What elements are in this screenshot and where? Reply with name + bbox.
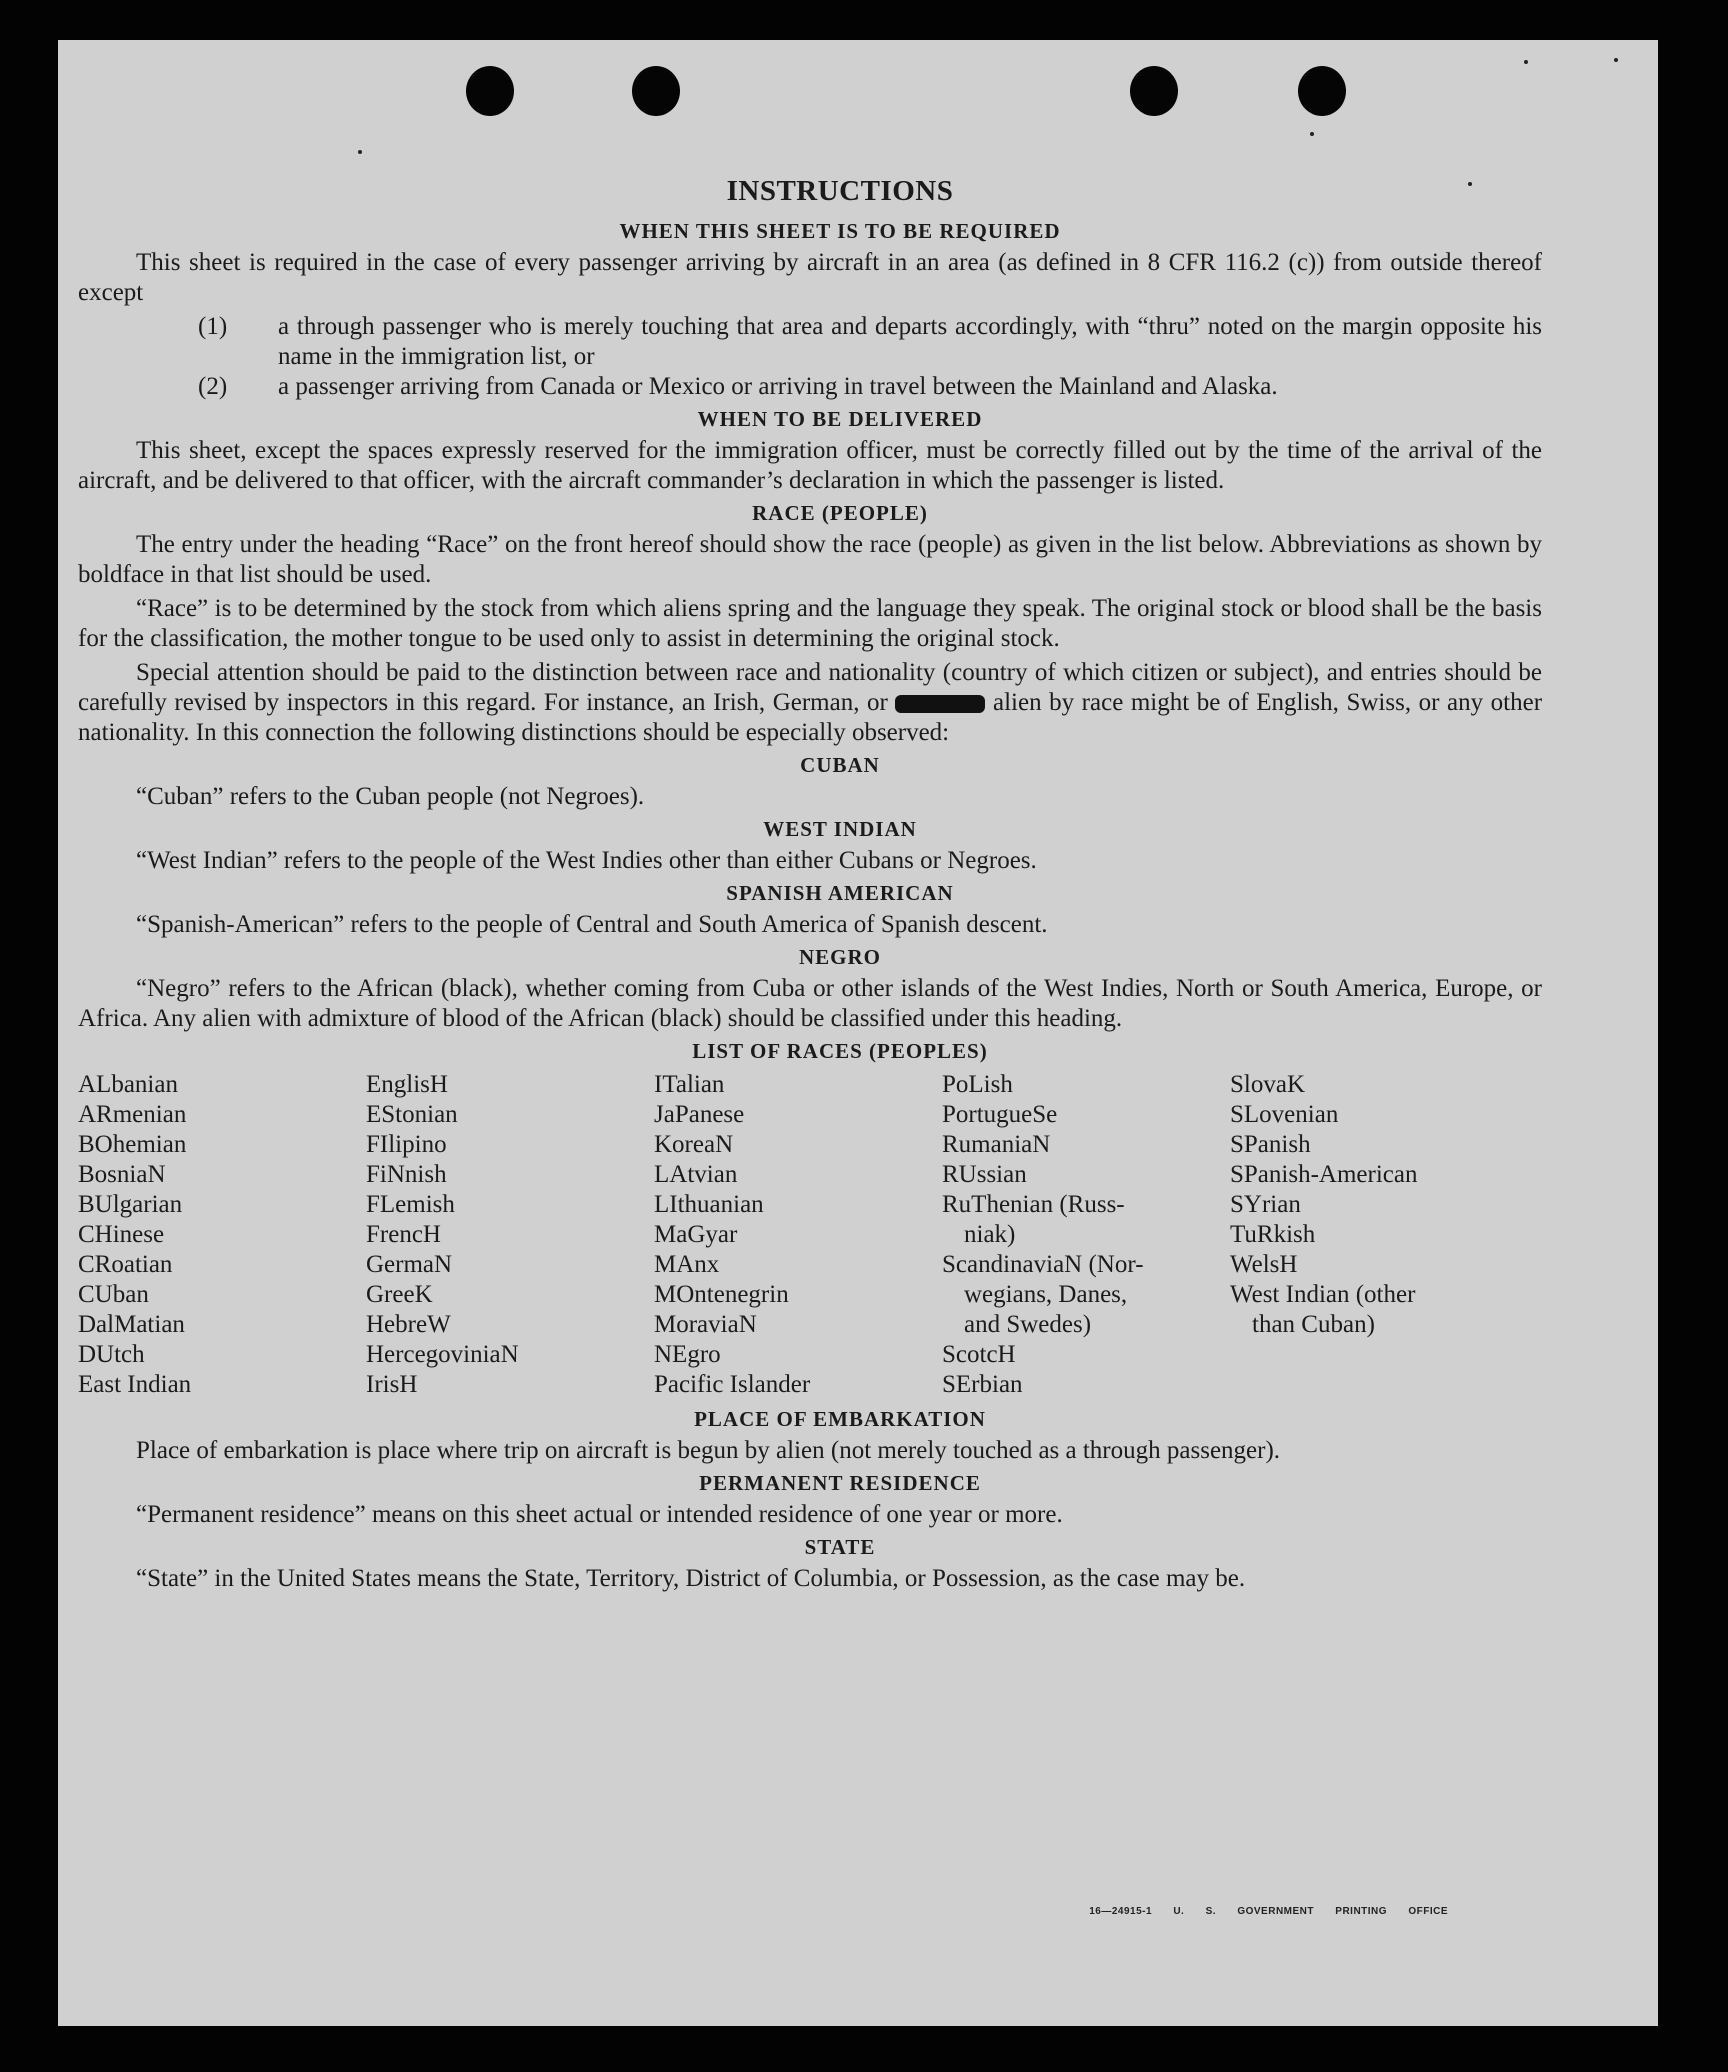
race-entry: MAnx <box>654 1251 720 1278</box>
race-entry: LIthuanian <box>654 1191 764 1218</box>
speck <box>1310 132 1314 136</box>
race-entry: WelsH <box>1230 1251 1298 1278</box>
race-entry: GreeK <box>366 1281 433 1308</box>
list-item <box>78 312 1542 372</box>
race-entry: West Indian (other <box>1230 1281 1416 1308</box>
race-entry: FrencH <box>366 1221 441 1248</box>
section-title: WEST INDIAN <box>763 817 917 841</box>
race-entry: BOhemian <box>78 1131 187 1158</box>
paragraph: “Negro” refers to the African (black), whether coming from Cuba or other islands of the West Indies, North or South America, Europe, or Africa. Any alien with admixture of blood of the African (black) should be classified under this heading. <box>78 975 1542 1032</box>
race-entry: FIlipino <box>366 1131 447 1158</box>
speck <box>358 150 362 154</box>
paragraph: “Spanish-American” refers to the people of Central and South America of Spanish descent. <box>136 911 1048 938</box>
race-entry: CUban <box>78 1281 149 1308</box>
section-title: LIST OF RACES (PEOPLES) <box>692 1039 988 1063</box>
paragraph: The entry under the heading “Race” on the front hereof should show the race (people) as given in the list below. Abbreviations as shown by boldface in that list should be used. <box>78 531 1542 588</box>
race-entry: HebreW <box>366 1311 451 1338</box>
race-entry: SlovaK <box>1230 1071 1305 1098</box>
race-entry: CRoatian <box>78 1251 173 1278</box>
paragraph: “Permanent residence” means on this sheet actual or intended residence of one year or more. <box>136 1501 1063 1528</box>
race-entry: GermaN <box>366 1251 453 1278</box>
paragraph: “Cuban” refers to the Cuban people (not Negroes). <box>136 783 645 810</box>
race-entry: MOntenegrin <box>654 1281 789 1308</box>
instructions-content <box>78 174 1542 1598</box>
race-entry: than Cuban) <box>1252 1311 1375 1338</box>
section-title: CUBAN <box>800 753 880 777</box>
race-entry: FLemish <box>366 1191 455 1218</box>
race-entry: NEgro <box>654 1341 721 1368</box>
race-entry: LAtvian <box>654 1161 738 1188</box>
race-entry: SErbian <box>942 1371 1023 1398</box>
race-entry: East Indian <box>78 1371 192 1398</box>
race-column <box>654 1070 942 1400</box>
race-entry: BosniaN <box>78 1161 166 1188</box>
redaction-mark <box>895 695 985 713</box>
speck <box>1524 60 1528 64</box>
punch-hole <box>1298 66 1346 116</box>
race-entry: RuThenian (Russ- <box>942 1191 1125 1218</box>
section-title: STATE <box>804 1535 876 1559</box>
race-entry: SYrian <box>1230 1191 1301 1218</box>
item-number: (2) <box>198 373 228 400</box>
race-entry: ARmenian <box>78 1101 187 1128</box>
race-entry: MaGyar <box>654 1221 738 1248</box>
race-entry: and Swedes) <box>964 1311 1092 1338</box>
printer-imprint: 16—24915-1 U. S. GOVERNMENT PRINTING OFFICE <box>1089 1906 1448 1917</box>
page-title: INSTRUCTIONS <box>726 175 954 207</box>
punch-hole <box>466 66 514 116</box>
race-entry: CHinese <box>78 1221 165 1248</box>
race-entry: DalMatian <box>78 1311 185 1338</box>
race-entry: SPanish <box>1230 1131 1311 1158</box>
item-number: (1) <box>198 313 228 340</box>
punch-hole <box>632 66 680 116</box>
section-title: PLACE OF EMBARKATION <box>694 1407 986 1431</box>
race-entry: wegians, Danes, <box>964 1281 1128 1308</box>
race-column <box>942 1070 1230 1400</box>
paragraph: This sheet, except the spaces expressly reserved for the immigration officer, must be correctly filled out by the time of the arrival of the aircraft, and be delivered to that officer, with the aircraft commander’s declaration in which the passenger is listed. <box>78 437 1542 494</box>
item-text: a through passenger who is merely touching that area and departs accordingly, with “thru” noted on the margin opposite his name in the immigration list, or <box>278 313 1542 370</box>
race-entry: JaPanese <box>654 1101 745 1128</box>
race-entry: ALbanian <box>78 1071 178 1098</box>
race-entry: HercegoviniaN <box>366 1341 519 1368</box>
race-column <box>1230 1070 1518 1400</box>
race-list <box>78 1070 1542 1400</box>
race-entry: RumaniaN <box>942 1131 1051 1158</box>
punch-hole <box>1130 66 1178 116</box>
text-run: Special attention should be paid to the distinction between race and nationality (country of which citizen or subject), and entries should be carefully revised by inspectors in this regard. For instance, an Irish, German, or <box>78 659 1542 716</box>
paragraph <box>78 658 1542 748</box>
paragraph: “West Indian” refers to the people of the West Indies other than either Cubans or Negroes. <box>136 847 1037 874</box>
race-entry: ScandinaviaN (Nor- <box>942 1251 1144 1278</box>
section-title: SPANISH AMERICAN <box>726 881 954 905</box>
race-column <box>78 1070 366 1400</box>
section-title: RACE (PEOPLE) <box>752 501 928 525</box>
race-entry: TuRkish <box>1230 1221 1316 1248</box>
section-title: WHEN THIS SHEET IS TO BE REQUIRED <box>619 219 1061 243</box>
speck <box>1614 58 1618 62</box>
race-entry: EnglisH <box>366 1071 448 1098</box>
paragraph: This sheet is required in the case of every passenger arriving by aircraft in an area (as defined in 8 CFR 116.2 (c)) from outside thereof except <box>78 249 1542 306</box>
race-entry: niak) <box>964 1221 1016 1248</box>
paragraph: “Race” is to be determined by the stock from which aliens spring and the language they speak. The original stock or blood shall be the basis for the classification, the mother tongue to be used only to assist in determining the original stock. <box>78 595 1542 652</box>
text-run: alien by race might be of English, Swiss, or any other nationality. In this connection the following distinctions should be especially observed: <box>78 689 1543 746</box>
race-entry: Pacific Islander <box>654 1371 811 1398</box>
paragraph: “State” in the United States means the State, Territory, District of Columbia, or Possession, as the case may be. <box>136 1565 1246 1592</box>
race-entry: BUlgarian <box>78 1191 183 1218</box>
race-column <box>366 1070 654 1400</box>
race-entry: SPanish-American <box>1230 1161 1418 1188</box>
section-title: NEGRO <box>798 945 881 969</box>
section-title: WHEN TO BE DELIVERED <box>697 407 983 431</box>
race-entry: MoraviaN <box>654 1311 757 1338</box>
race-entry: KoreaN <box>654 1131 734 1158</box>
section-title: PERMANENT RESIDENCE <box>699 1471 981 1495</box>
paragraph: Place of embarkation is place where trip on aircraft is begun by alien (not merely touched as a through passenger). <box>136 1437 1281 1464</box>
document-page <box>58 40 1658 2026</box>
race-entry: RUssian <box>942 1161 1027 1188</box>
race-entry: IrisH <box>366 1371 418 1398</box>
item-text: a passenger arriving from Canada or Mexico or arriving in travel between the Mainland and Alaska. <box>278 373 1278 400</box>
race-entry: PortugueSe <box>942 1101 1058 1128</box>
race-entry: SLovenian <box>1230 1101 1339 1128</box>
race-entry: ScotcH <box>942 1341 1016 1368</box>
list-item <box>78 372 1542 402</box>
race-entry: FiNnish <box>366 1161 447 1188</box>
race-entry: EStonian <box>366 1101 458 1128</box>
race-entry: ITalian <box>654 1071 725 1098</box>
race-entry: DUtch <box>78 1341 145 1368</box>
race-entry: PoLish <box>942 1071 1013 1098</box>
